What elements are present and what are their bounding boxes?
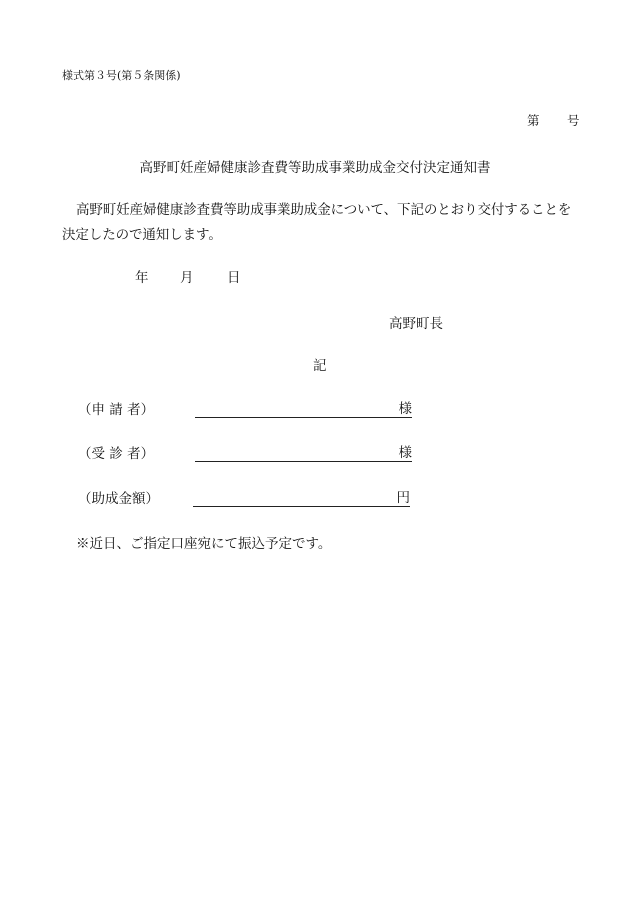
examinee-label: （受 診 者） — [78, 446, 155, 462]
document-number — [527, 111, 580, 129]
document-number-dai: 第 — [527, 113, 540, 128]
grant-amount-input-line[interactable] — [193, 490, 410, 507]
grant-amount-label: （助成金額） — [78, 491, 159, 507]
transfer-note: ※近日、ご指定口座宛にて振込予定です。 — [76, 536, 332, 552]
grant-amount-field — [78, 487, 410, 507]
applicant-field — [78, 398, 412, 418]
date-day-label: 日 — [227, 270, 241, 286]
applicant-label: （申 請 者） — [78, 402, 155, 418]
ki-heading: 記 — [313, 358, 327, 374]
grant-amount-suffix: 円 — [396, 490, 410, 506]
body-paragraph: 高野町妊産婦健康診査費等助成事業助成金について、下記のとおり交付することを決定したので通知します。 — [62, 202, 572, 243]
examinee-input-line[interactable] — [195, 445, 412, 462]
date-month-label: 月 — [180, 270, 194, 286]
issue-date — [135, 266, 241, 286]
examinee-suffix: 様 — [398, 445, 412, 461]
form-number: 様式第３号(第５条関係) — [62, 69, 181, 82]
date-year-label: 年 — [135, 270, 149, 286]
document-title: 高野町妊産婦健康診査費等助成事業助成金交付決定通知書 — [139, 160, 491, 176]
applicant-suffix: 様 — [398, 401, 412, 417]
issuer-name: 高野町長 — [389, 316, 443, 332]
examinee-field — [78, 442, 412, 462]
document-number-go: 号 — [567, 113, 580, 128]
applicant-input-line[interactable] — [195, 401, 412, 418]
